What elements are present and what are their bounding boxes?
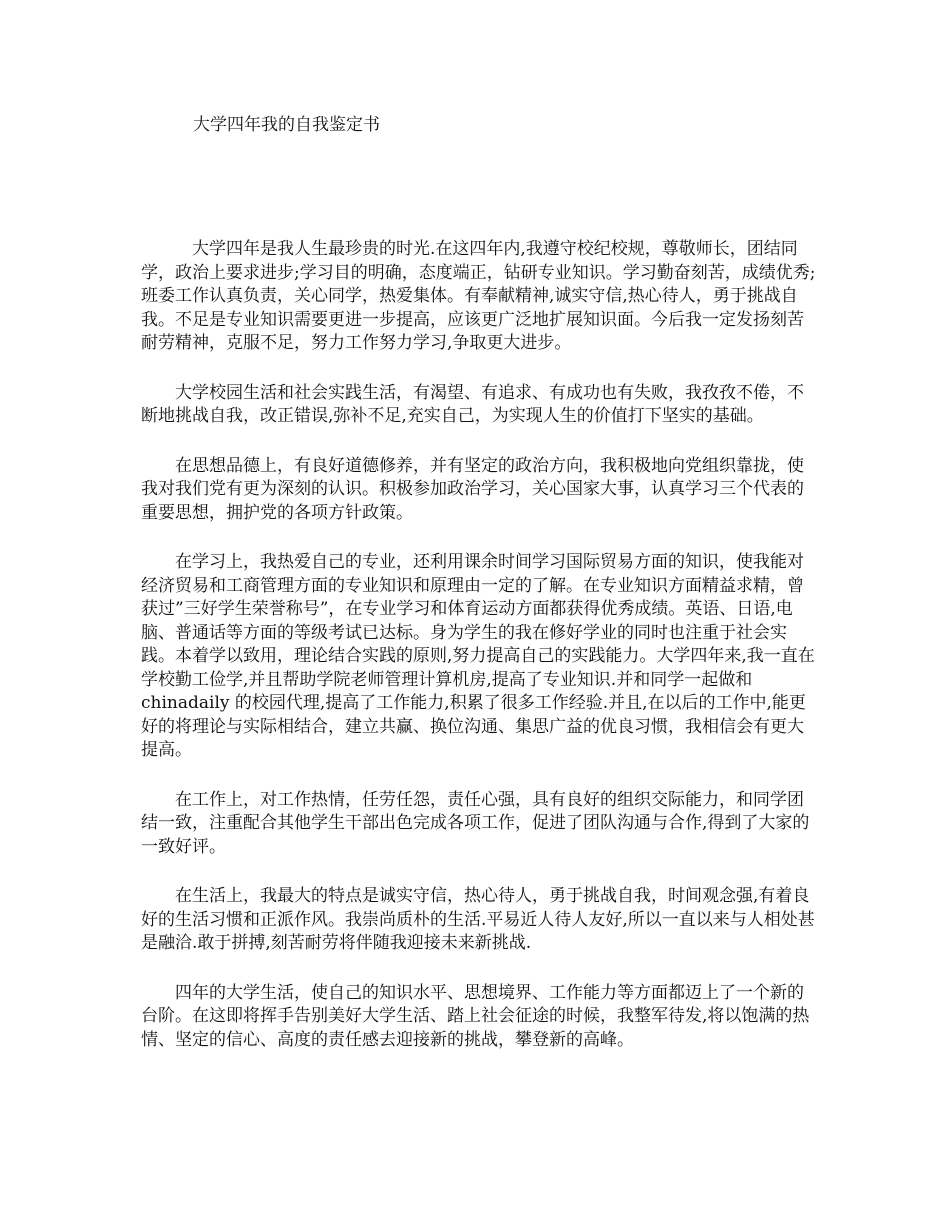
document-body [141,238,819,1078]
document-title: 大学四年我的自我鉴定书 [193,115,380,135]
paragraph-study: 在学习上，我热爱自己的专业，还利用课余时间学习国际贸易方面的知识，使我能对经济贸易和工商管理方面的专业知识和原理由一定的了解。在专业知识方面精益求精，曾获过”三好学生荣誉称号”，在专业学习和体育运动方面都获得优秀成绩。英语、日语,电脑、普通话等方面的等级考试已达标。身为学生的我在修好学业的同时也注重于社会实践。本着学以致用，理论结合实践的原则,努力提高自己的实践能力。大学四年来,我一直在学校勤工俭学,并且帮助学院老师管理计算机房,提高了专业知识.并和同学一起做和 chinadaily 的校园代理,提高了工作能力,积累了很多工作经验.并且,在以后的工作中,能更好的将理论与实际相结合，建立共赢、换位沟通、集思广益的优良习惯，我相信会有更大提高。 [141,552,815,760]
paragraph-moral-character: 在思想品德上，有良好道德修养，并有坚定的政治方向，我积极地向党组织靠拢，使我对我们党有更为深刻的认识。积极参加政治学习，关心国家大事，认真学习三个代表的重要思想，拥护党的各项方针政策。 [141,455,804,523]
paragraph-life: 在生活上，我最大的特点是诚实守信，热心待人，勇于挑战自我，时间观念强,有着良好的生活习惯和正派作风。我崇尚质朴的生活.平易近人待人友好,所以一直以来与人相处甚是融洽.敢于拼搏,刻苦耐劳将伴随我迎接未来新挑战. [141,886,815,953]
paragraph-campus-life: 大学校园生活和社会实践生活，有渴望、有追求、有成功也有失败，我孜孜不倦，不断地挑战自我，改正错误,弥补不足,充实自己，为实现人生的价值打下坚实的基础。 [141,382,804,426]
paragraph-work: 在工作上，对工作热情，任劳任怨，责任心强，具有良好的组织交际能力，和同学团结一致，注重配合其他学生干部出色完成各项工作，促进了团队沟通与合作,得到了大家的一致好评。 [141,789,810,857]
paragraph-intro: 大学四年是我人生最珍贵的时光.在这四年内,我遵守校纪校规，尊敬师长，团结同学，政治上要求进步;学习目的明确，态度端正，钻研专业知识。学习勤奋刻苦，成绩优秀;班委工作认真负责，关心同学，热爱集体。有奉献精神,诚实守信,热心待人，勇于挑战自我。不足是专业知识需要更进一步提高，应该更广泛地扩展知识面。今后我一定发扬刻苦耐劳精神，克服不足，努力工作努力学习,争取更大进步。 [141,239,816,353]
paragraph-conclusion: 四年的大学生活，使自己的知识水平、思想境界、工作能力等方面都迈上了一个新的台阶。在这即将挥手告别美好大学生活、踏上社会征途的时候，我整军待发,将以饱满的热情、坚定的信心、高度的责任感去迎接新的挑战，攀登新的高峰。 [141,982,810,1050]
